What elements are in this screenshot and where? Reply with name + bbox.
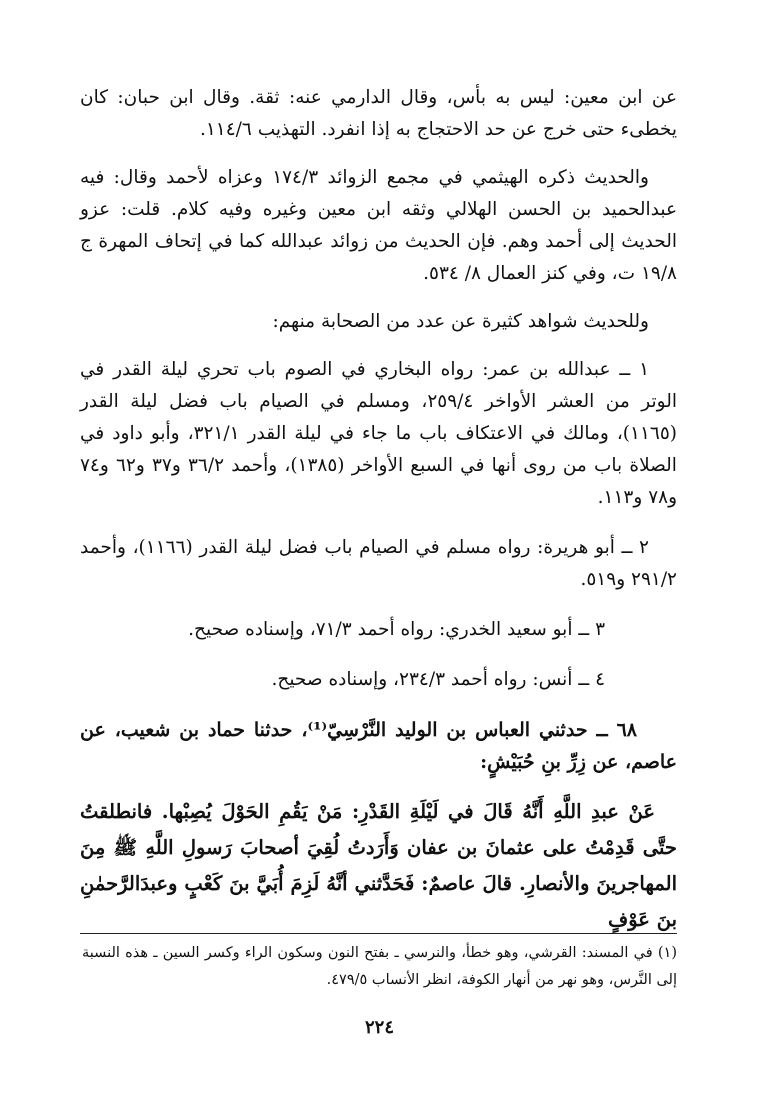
page-number: ٢٢٤ bbox=[364, 1017, 394, 1038]
page-body bbox=[80, 82, 677, 938]
paragraph-narrator-grading: عن ابن معين: ليس به بأس، وقال الدارمي عنه: ثقة. وقال ابن حبان: كان يخطىء حتى خرج عن حد الاحتجاج به إذا انفرد. التهذيب ١١٤/٦. bbox=[80, 87, 677, 140]
list-item-abu-hurayrah: ٢ ــ أبو هريرة: رواه مسلم في الصيام باب فضل ليلة القدر (١١٦٦)، وأحمد ٢٩١/٢ و٥١٩. bbox=[80, 537, 677, 590]
list-item-abdullah-ibn-umar: ١ ــ عبدالله بن عمر: رواه البخاري في الصوم باب تحري ليلة القدر في الوتر من العشر الأواخر ٢٥٩/٤، ومسلم في الصيام باب فضل ليلة القدر (١١٦٥)، ومالك في الاعتكاف باب ما جاء في ليلة القدر ٣٢١/١، وأبو داود في الصلاة باب من روى أنها في السبع الأواخر (١٣٨٥)، وأحمد ٣٦/٢ و٣٧ و٦٢ و٧٤ و٧٨ و١١٣. bbox=[80, 359, 677, 508]
list-item-anas: ٤ ــ أنس: رواه أحمد ٢٣٤/٣، وإسناده صحيح. bbox=[271, 669, 605, 690]
footnote-divider bbox=[80, 933, 677, 934]
hadith-matn: عَنْ عبدِ اللَّهِ أَنَّهُ قَالَ في لَيْلَةِ القَدْرِ: مَنْ يَقُمِ الحَوْلَ يُصِبْها. فانطلقتُ حتَّى قَدِمْتُ على عثمانَ بن عفان وَأَرَدتُ لُقِيَ أصحابَ رَسولِ اللَّهِ ﷺ مِنَ المهاجرينَ والأنصارِ. قالَ عاصمٌ: فَحَدَّثني أنَّهُ لَزِمَ أُبَيَّ بنَ كَعْبٍ وعبدَالرَّحمٰنِ بنَ عَوْفٍ bbox=[80, 800, 677, 931]
paragraph-haythami-reference: والحديث ذكره الهيثمي في مجمع الزوائد ١٧٤/٣ وعزاه لأحمد وقال: فيه عبدالحميد بن الحسن الهلالي وثقه ابن معين وغيره وفيه كلام. قلت: عزو الحديث إلى أحمد وهم. فإن الحديث من زوائد عبدالله كما في إتحاف المهرة ج ١٩/٨ ت، وفي كنز العمال ٨/ ٥٣٤. bbox=[80, 167, 677, 284]
footnote: (١) في المسند: القرشي، وهو خطأ، والنرسي ـ بفتح النون وسكون الراء وكسر السين ـ هذه النسبة إلى النَّرس، وهو نهر من أنهار الكوفة، انظر الأنساب ٤٧٩/٥. bbox=[82, 945, 677, 988]
paragraph-supporting-narrations-intro: وللحديث شواهد كثيرة عن عدد من الصحابة منهم: bbox=[272, 311, 649, 332]
hadith-isnad: ٦٨ ــ حدثني العباس بن الوليد النَّرْسِيّ⁽¹⁾، حدثنا حماد بن شعيب، عن عاصم، عن زِرِّ بنِ حُبَيْشٍ: bbox=[80, 719, 677, 773]
list-item-abu-said-al-khudri: ٣ ــ أبو سعيد الخدري: رواه أحمد ٧١/٣، وإسناده صحيح. bbox=[188, 619, 605, 640]
